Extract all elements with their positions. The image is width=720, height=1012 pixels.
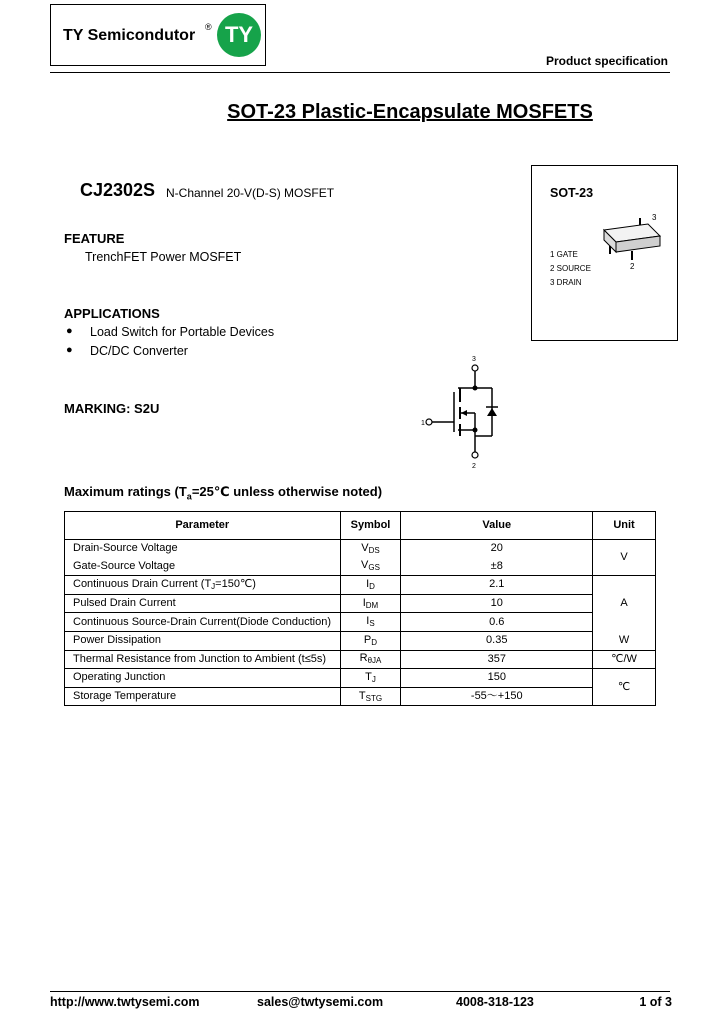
- max-ratings-title: Maximum ratings ($T_a=25℃$ unless otherwise noted): [64, 484, 383, 502]
- value-cell: 357: [401, 650, 593, 669]
- page-number: 1 of 3: [639, 995, 672, 1009]
- pin-number: 3: [652, 213, 657, 222]
- symbol-cell: $V_{GS}$: [340, 558, 401, 576]
- package-box: [531, 165, 678, 341]
- value-cell: 10: [401, 594, 593, 613]
- unit-cell: ℃: [593, 669, 656, 706]
- feature-text: TrenchFET Power MOSFET: [85, 250, 242, 264]
- symbol-cell: $T_{STG}$: [340, 687, 401, 706]
- company-logo: [50, 4, 266, 66]
- application-item: Load Switch for Portable Devices: [90, 325, 275, 339]
- value-cell: -55～+150: [401, 687, 593, 706]
- symbol-cell: $T_J$: [340, 669, 401, 688]
- registered-mark: ®: [205, 22, 212, 32]
- symbol-cell: $I_S$: [340, 613, 401, 632]
- table-row: [65, 613, 656, 632]
- param-cell: Thermal Resistance from Junction to Ambient (t≤5s): [65, 650, 341, 669]
- footer-rule: [50, 991, 670, 992]
- page-title: SOT-23 Plastic-Encapsulate MOSFETS: [227, 101, 593, 123]
- pin-gate-label: 1 GATE: [550, 250, 578, 259]
- value-cell: 0.35: [401, 631, 593, 650]
- column-header: Value: [401, 512, 593, 540]
- param-cell: Drain-Source Voltage: [65, 540, 341, 558]
- footer-website-link[interactable]: http://www.twtysemi.com: [50, 995, 200, 1009]
- symbol-cell: $R_{\theta JA}$: [340, 650, 401, 669]
- header-rule: [50, 72, 670, 73]
- application-item: DC/DC Converter: [90, 344, 188, 358]
- column-header: Symbol: [340, 512, 401, 540]
- company-name: TY Semicondutor: [63, 27, 196, 44]
- param-cell: Pulsed Drain Current: [65, 594, 341, 613]
- value-cell: 20: [401, 540, 593, 558]
- table-row: [65, 631, 656, 650]
- feature-heading: FEATURE: [64, 231, 125, 246]
- part-description: N-Channel 20-V(D-S) MOSFET: [166, 186, 335, 200]
- table-row: [65, 540, 656, 558]
- unit-cell: A: [593, 576, 656, 632]
- table-row: [65, 650, 656, 669]
- max-ratings-table: [64, 511, 656, 706]
- value-cell: 2.1: [401, 576, 593, 595]
- table-row: [65, 669, 656, 688]
- package-title: SOT-23: [550, 186, 594, 200]
- product-specification-label: Product specification: [545, 54, 668, 68]
- table-header-row: [65, 512, 656, 540]
- symbol-cell: $P_D$: [340, 631, 401, 650]
- column-header: Parameter: [65, 512, 341, 540]
- logo-initials: TY: [224, 22, 254, 47]
- schematic-label: 3: [472, 356, 476, 363]
- part-number: CJ2302S: [80, 180, 156, 200]
- bullet-icon: ●: [66, 344, 73, 356]
- table-row: [65, 687, 656, 706]
- pin-number: 2: [630, 262, 635, 271]
- symbol-cell: $I_{DM}$: [340, 594, 401, 613]
- schematic-label: 2: [472, 463, 476, 470]
- unit-cell: V: [593, 540, 656, 576]
- applications-heading: APPLICATIONS: [64, 306, 160, 321]
- param-cell: Operating Junction: [65, 669, 341, 688]
- column-header: Unit: [593, 512, 656, 540]
- value-cell: 0.6: [401, 613, 593, 632]
- sot23-package-icon: [596, 214, 674, 272]
- value-cell: ±8: [401, 558, 593, 576]
- table-row: [65, 594, 656, 613]
- symbol-cell: $V_{DS}$: [340, 540, 401, 558]
- bullet-icon: ●: [66, 325, 73, 337]
- unit-cell: W: [593, 631, 656, 650]
- footer-email-link[interactable]: sales@twtysemi.com: [257, 995, 384, 1009]
- param-cell: Gate-Source Voltage: [65, 558, 341, 576]
- footer-phone: 4008-318-123: [456, 995, 534, 1009]
- pin-source-label: 2 SOURCE: [550, 264, 591, 273]
- mosfet-schematic-icon: [418, 352, 506, 470]
- pin-drain-label: 3 DRAIN: [550, 278, 582, 287]
- marking-label: MARKING: S2U: [64, 401, 160, 416]
- param-cell: Continuous Source-Drain Current(Diode Conduction): [65, 613, 341, 632]
- ty-logo-icon: [217, 13, 261, 57]
- symbol-cell: $I_D$: [340, 576, 401, 595]
- value-cell: 150: [401, 669, 593, 688]
- schematic-label: 1: [421, 420, 425, 427]
- table-row: [65, 576, 656, 595]
- param-cell: Storage Temperature: [65, 687, 341, 706]
- unit-cell: ℃/W: [593, 650, 656, 669]
- param-cell: Continuous Drain Current $(T_J=150℃)$: [65, 576, 341, 595]
- table-row: [65, 558, 656, 576]
- param-cell: Power Dissipation: [65, 631, 341, 650]
